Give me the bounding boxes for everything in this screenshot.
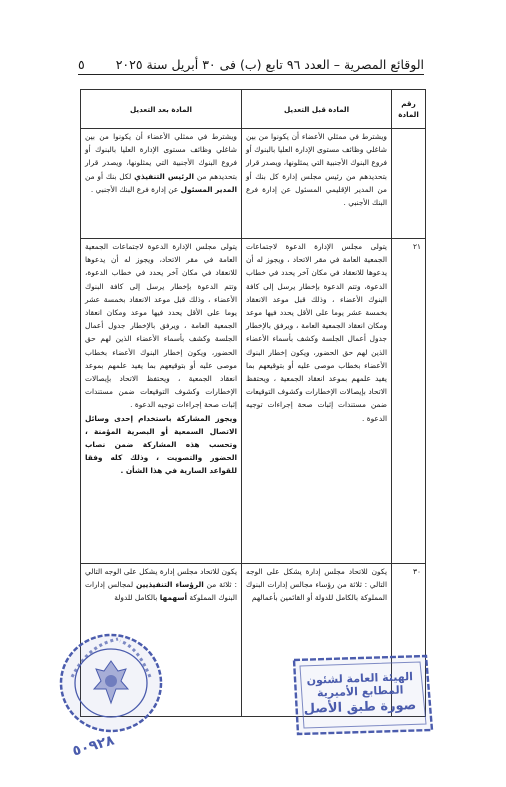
page-header bbox=[78, 50, 424, 72]
text-before: يكون للاتحاد مجلس إدارة يشكل على الوجه التالي : ثلاثة من رؤساء مجالس إدارات البنوك المملوكة بالكامل للدولة أو القائمين بأعمالهم bbox=[242, 564, 392, 717]
table-row bbox=[81, 129, 426, 239]
header-after-amendment: المادة بعد التعديل bbox=[81, 90, 242, 129]
page-number: ٥ bbox=[78, 57, 85, 72]
bold-amendment: الرئيس التنفيذي bbox=[134, 171, 195, 181]
article-number: ٢١ bbox=[392, 239, 426, 564]
article-number: ٣٠ bbox=[392, 564, 426, 717]
bold-amendment: الرؤساء التنفيذيين bbox=[135, 580, 204, 590]
amendments-table bbox=[80, 89, 426, 717]
text-before: يتولى مجلس الإدارة الدعوة لاجتماعات الجمعية العامة في مقر الاتحاد ، ويجوز له أن يدعوها للانعقاد في مكان آخر يحدد في خطاب الدعوة، وتتم الدعوة بإخطار يرسل إلى كافة البنوك الأعضاء ، وذلك قبل موعد الانعقاد بخمسة عشر يوما على الأقل يحدد فيها موعد ومكان انعقاد الجمعية العامة ، ويرفق بالإخطار جدول أعمال الجلسة وكشف بأسماء الأعضاء الذين لهم حق الحضور، ويكون إخطار البنوك الأعضاء بخطاب موصى عليه أو بتوقيعهم بما يفيد علمهم بموعد انعقاد الجمعية ، ويحتفظ الاتحاد بإيصالات الإخطارات وكشوف التوقيعات ضمن مستندات إثبات صحة إجراءات توجيه الدعوة . bbox=[242, 239, 392, 564]
bold-amendment: أسهمها bbox=[159, 593, 188, 603]
seal-icon bbox=[58, 631, 164, 735]
table-header-row bbox=[81, 90, 426, 129]
stamp-certified-copy: صورة طبق الأصل bbox=[303, 698, 417, 717]
text-after: يكون للاتحاد مجلس إدارة يشكل على الوجه التالي : ثلاثة من الرؤساء التنفيذيين لمجالس إدارات البنوك المملوكة أسهمها بالكامل للدولة bbox=[81, 564, 242, 717]
text-before: ويشترط في ممثلي الأعضاء أن يكونوا من بين شاغلي وظائف مستوى الإدارة العليا بالبنوك أو فروع البنوك الأجنبية التي يمثلونها، ويصدر قرار بتحديدهم من رئيس مجلس إدارة كل بنك أو من المدير الإقليمي المسئول عن إدارة فرع البنك الأجنبي . bbox=[242, 129, 392, 239]
gazette-title: الوقائع المصرية – العدد ٩٦ تابع (ب) فى ٣٠ أبريل سنة ٢٠٢٥ bbox=[115, 57, 424, 72]
seal-serial-number: ٥٠٩٢٨ bbox=[70, 732, 117, 760]
text-after: ويشترط في ممثلي الأعضاء أن يكونوا من بين شاغلي وظائف مستوى الإدارة العليا بالبنوك أو فروع البنوك الأجنبية التي يمثلونها، ويصدر قرار بتحديدهم من الرئيس التنفيذي لكل بنك أو من المدير المسئول عن إدارة فرع البنك الأجنبي . bbox=[81, 129, 242, 239]
header-rule bbox=[78, 74, 424, 75]
certified-copy-stamp bbox=[286, 654, 434, 736]
header-before-amendment: المادة قبل التعديل bbox=[242, 90, 392, 129]
circular-seal-stamp bbox=[58, 631, 164, 735]
table-row bbox=[81, 239, 426, 564]
bold-amendment: ويجوز المشاركة باستخدام إحدى وسائل الاتصال السمعية أو البصرية المؤمنة ، وتحسب هذه المشاركة ضمن نصاب الحضور والتصويت ، وذلك كله وفقا للقواعد السارية في هذا الشأن . bbox=[85, 413, 237, 476]
article-number bbox=[392, 129, 426, 239]
bold-amendment: المدير المسئول bbox=[180, 184, 237, 194]
stamp-authority-name: الهيئة العامة لشئون المطابع الأميرية bbox=[306, 670, 414, 700]
header-article-number: رقم المادة bbox=[392, 90, 426, 129]
text-after: يتولى مجلس الإدارة الدعوة لاجتماعات الجمعية العامة في مقر الاتحاد، ويجوز له أن يدعوها للانعقاد في مكان آخر يحدد في خطاب الدعوة، وتتم الدعوة بإخطار يرسل إلى كافة البنوك الأعضاء ، وذلك قبل موعد الانعقاد بخمسة عشر يوما على الأقل يحدد فيها موعد ومكان انعقاد الجمعية العامة ، ويرفق بالإخطار جدول أعمال الجلسة وكشف بأسماء الأعضاء الذين لهم حق الحضور، ويكون إخطار البنوك الأعضاء بخطاب موصى عليه أو بتوقيعهم بما يفيد علمهم بموعد انعقاد الجمعية ، ويحتفظ الاتحاد بإيصالات الإخطارات وكشوف التوقيعات ضمن مستندات إثبات صحة إجراءات توجيه الدعوة . ويجوز المشاركة باستخدام إحدى وسائل الاتصال السمعية أو البصرية المؤمنة ، وتحسب هذه المشاركة ضمن نصاب الحضور والتصويت ، وذلك كله وفقا للقواعد السارية في هذا الشأن . bbox=[81, 239, 242, 564]
